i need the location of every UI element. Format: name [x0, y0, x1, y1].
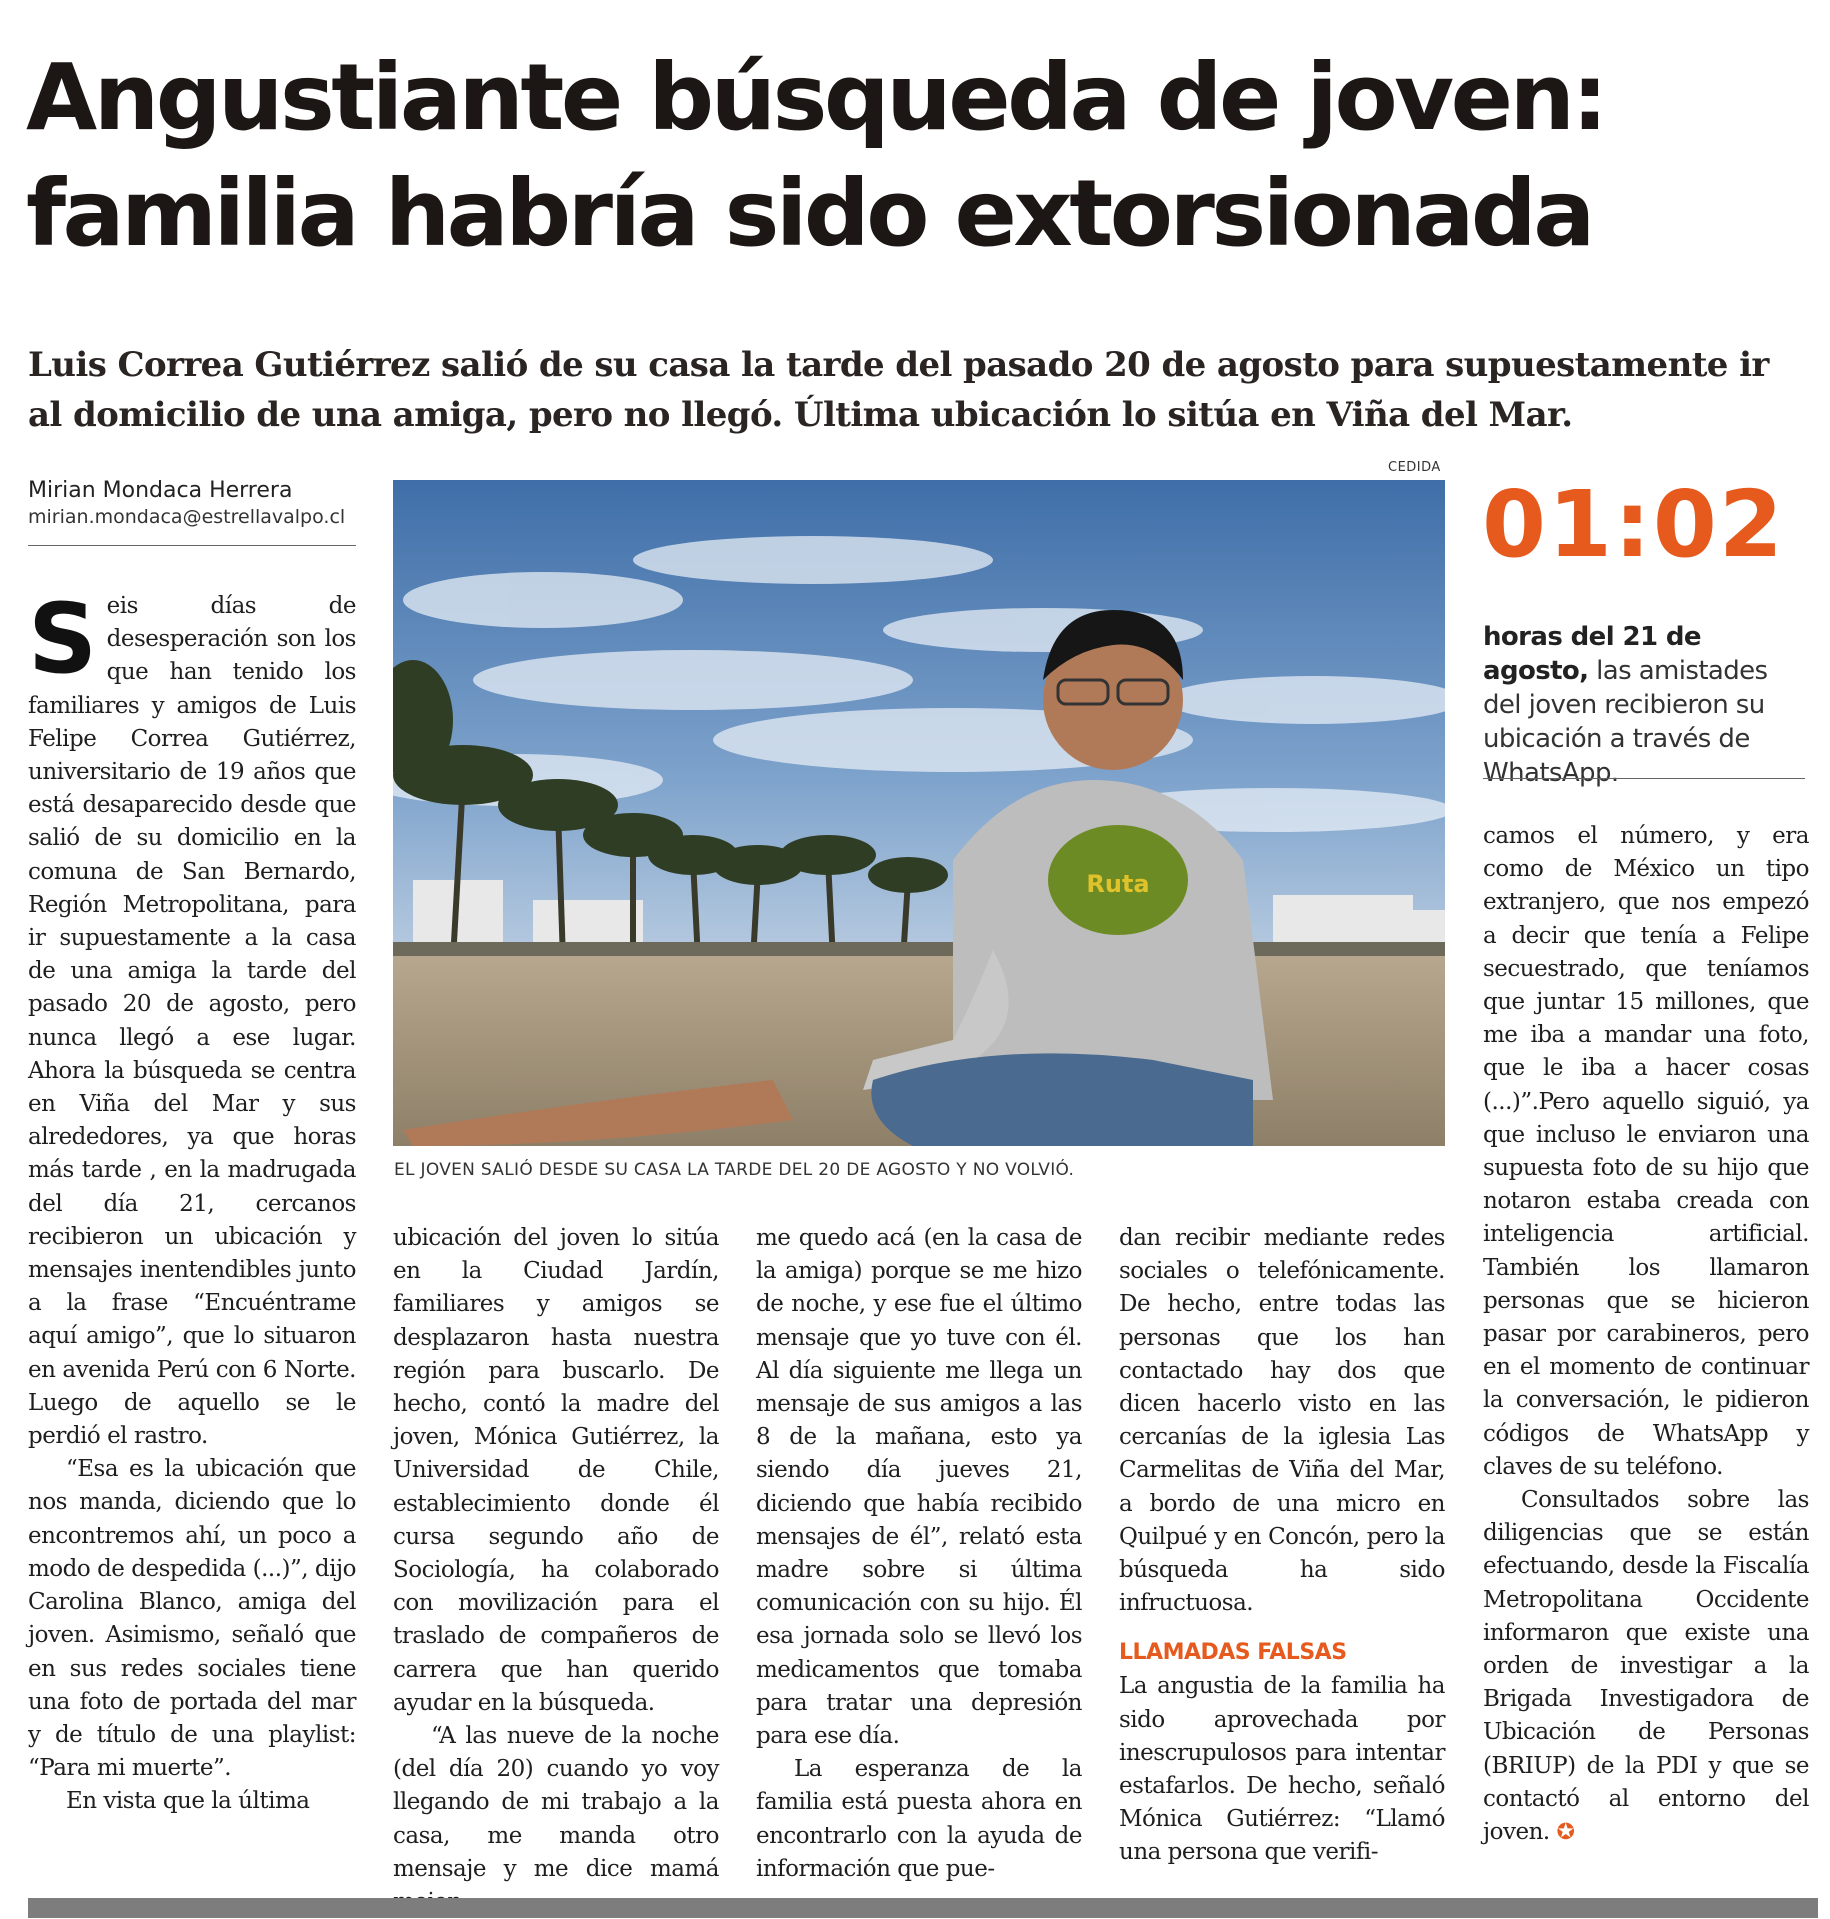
byline-divider [28, 545, 356, 546]
fact-lead: horas del 21 de agosto, [1483, 622, 1701, 686]
photo-caption: EL JOVEN SALIÓ DESDE SU CASA LA TARDE DEL 20 DE AGOSTO Y NO VOLVIÓ. [394, 1160, 1075, 1180]
paragraph-1: eis días de desesperación son los que han tenido los familiares y amigos de Luis Felipe Correa Gutiérrez, universitario de 19 años que está desaparecido desde que salió de su domicilio en la comuna de San Bernardo, Región Metropolitana, para ir supuestamente a la casa de una amiga la tarde del pasado 20 de agosto, pero nunca llegó a ese lugar. Ahora la búsqueda se centra en Viña del Mar y sus alrededores, ya que horas más tarde , en la madrugada del día 21, cercanos recibieron un ubicación y mensajes inentendibles junto a la frase “Encuéntrame aquí amigo”, que lo situaron en avenida Perú con 6 Norte. Luego de aquello se le perdió el rastro. [28, 593, 356, 1450]
column-2 [393, 1222, 719, 1919]
column-5 [1483, 820, 1809, 1849]
paragraph-2: “Esa es la ubicación que nos manda, diciendo que lo encontremos ahí, un poco a modo de despedida (...)”, dijo Carolina Blanco, amiga del joven. Asimismo, señaló que en sus redes sociales tiene una foto de portada del mar y de título de una playlist: “Para mi muerte”. [28, 1456, 356, 1782]
fact-number: 01:02 [1482, 471, 1785, 578]
column-1 [28, 583, 356, 1819]
author-email[interactable]: mirian.mondaca@estrellavalpo.cl [28, 506, 346, 528]
paragraph-4-start: “A las nueve de la noche (del día 20) cuando yo voy llegando de mi trabajo a la casa, me manda otro mensaje y me dice mamá [393, 1723, 719, 1882]
fact-text: las amistades del joven recibieron su ubicación a través de WhatsApp. [1483, 656, 1768, 788]
bottom-bar [28, 1898, 1818, 1918]
paragraph-5-end: dan recibir mediante redes sociales o telefónicamente. De hecho, entre todas las personas que los han contactado hay dos que dicen hacerlo visto en las cercanías de la iglesia Las Carmelitas de Viña del Mar, a bordo de una micro en Quilpué y en Concón, pero la búsqueda ha sido infructuosa. [1119, 1225, 1445, 1617]
paragraph-3-start: En vista que la última [66, 1788, 310, 1815]
end-mark-icon: ✪ [1556, 1820, 1575, 1846]
paragraph-7: Consultados sobre las diligencias que se están efectuando, desde la Fiscalía Metropolitana Occidente informaron que existe una orden de investigar a la Brigada Investigadora de Ubicación de Personas (BRIUP) de la PDI y que se contactó al entorno del joven. [1483, 1487, 1809, 1846]
paragraph-3-end: ubicación del joven lo sitúa en la Ciudad Jardín, familiares y amigos se desplazaron hasta nuestra región para buscarlo. De hecho, contó la madre del joven, Mónica Gutiérrez, la Universidad de Chile, establecimiento donde él cursa segundo año de Sociología, ha colaborado con movilización para el traslado de compañeros de carrera que han querido ayudar en la búsqueda. [393, 1225, 719, 1716]
paragraph-6-end: camos el número, y era como de México un tipo extranjero, que nos empezó a decir que tenía a Felipe secuestrado, que teníamos que juntar 15 millones, que me iba a mandar una foto, que le iba a hacer cosas (...)”.Pero aquello siguió, ya que incluso le enviaron una supuesta foto de su hijo que notaron estaba creada con inteligencia artificial. También los llamaron personas que se hicieron pasar por carabineros, pero en el momento de continuar la conversación, le pidieron códigos de WhatsApp y claves de su teléfono. [1483, 823, 1809, 1480]
beach-photo-illustration [393, 480, 1445, 1146]
headline: Angustiante búsqueda de joven: familia habría sido extorsionada [26, 44, 1605, 267]
paragraph-4-end: me quedo acá (en la casa de la amiga) porque se me hizo de noche, y ese fue el último mensaje que yo tuve con él. Al día siguiente me llega un mensaje de sus amigos a las 8 de la mañana, esto ya siendo día jueves 21, diciendo que había recibido mensajes de él”, relató esta madre sobre si última comunicación con su hijo. Él esa jornada solo se llevó los medicamentos que tomaba para tratar una depresión para ese día. [756, 1225, 1082, 1750]
dropcap: S [28, 583, 97, 695]
author-name: Mirian Mondaca Herrera [28, 478, 293, 503]
column-4 [1119, 1222, 1445, 1870]
column-3 [756, 1222, 1082, 1886]
photo-credit: CEDIDA [1388, 460, 1441, 475]
paragraph-6-start: La angustia de la familia ha sido aprovechada por inescrupulosos para intentar estafarlos. De hecho, señaló Mónica Gutiérrez: “Llamó una persona que verifi- [1119, 1673, 1445, 1866]
fact-divider [1483, 778, 1805, 779]
paragraph-5-start: La esperanza de la familia está puesta ahora en encontrarlo con la ayuda de información que pue- [756, 1756, 1082, 1882]
article-photo [393, 480, 1445, 1146]
hoodie-print: Ruta [1086, 870, 1150, 898]
fact-box [1483, 620, 1811, 790]
subheadline: Luis Correa Gutiérrez salió de su casa la tarde del pasado 20 de agosto para supuestamente ir al domicilio de una amiga, pero no llegó. Última ubicación lo sitúa en Viña del Mar. [28, 345, 1769, 435]
section-heading: LLAMADAS FALSAS [1119, 1640, 1347, 1666]
